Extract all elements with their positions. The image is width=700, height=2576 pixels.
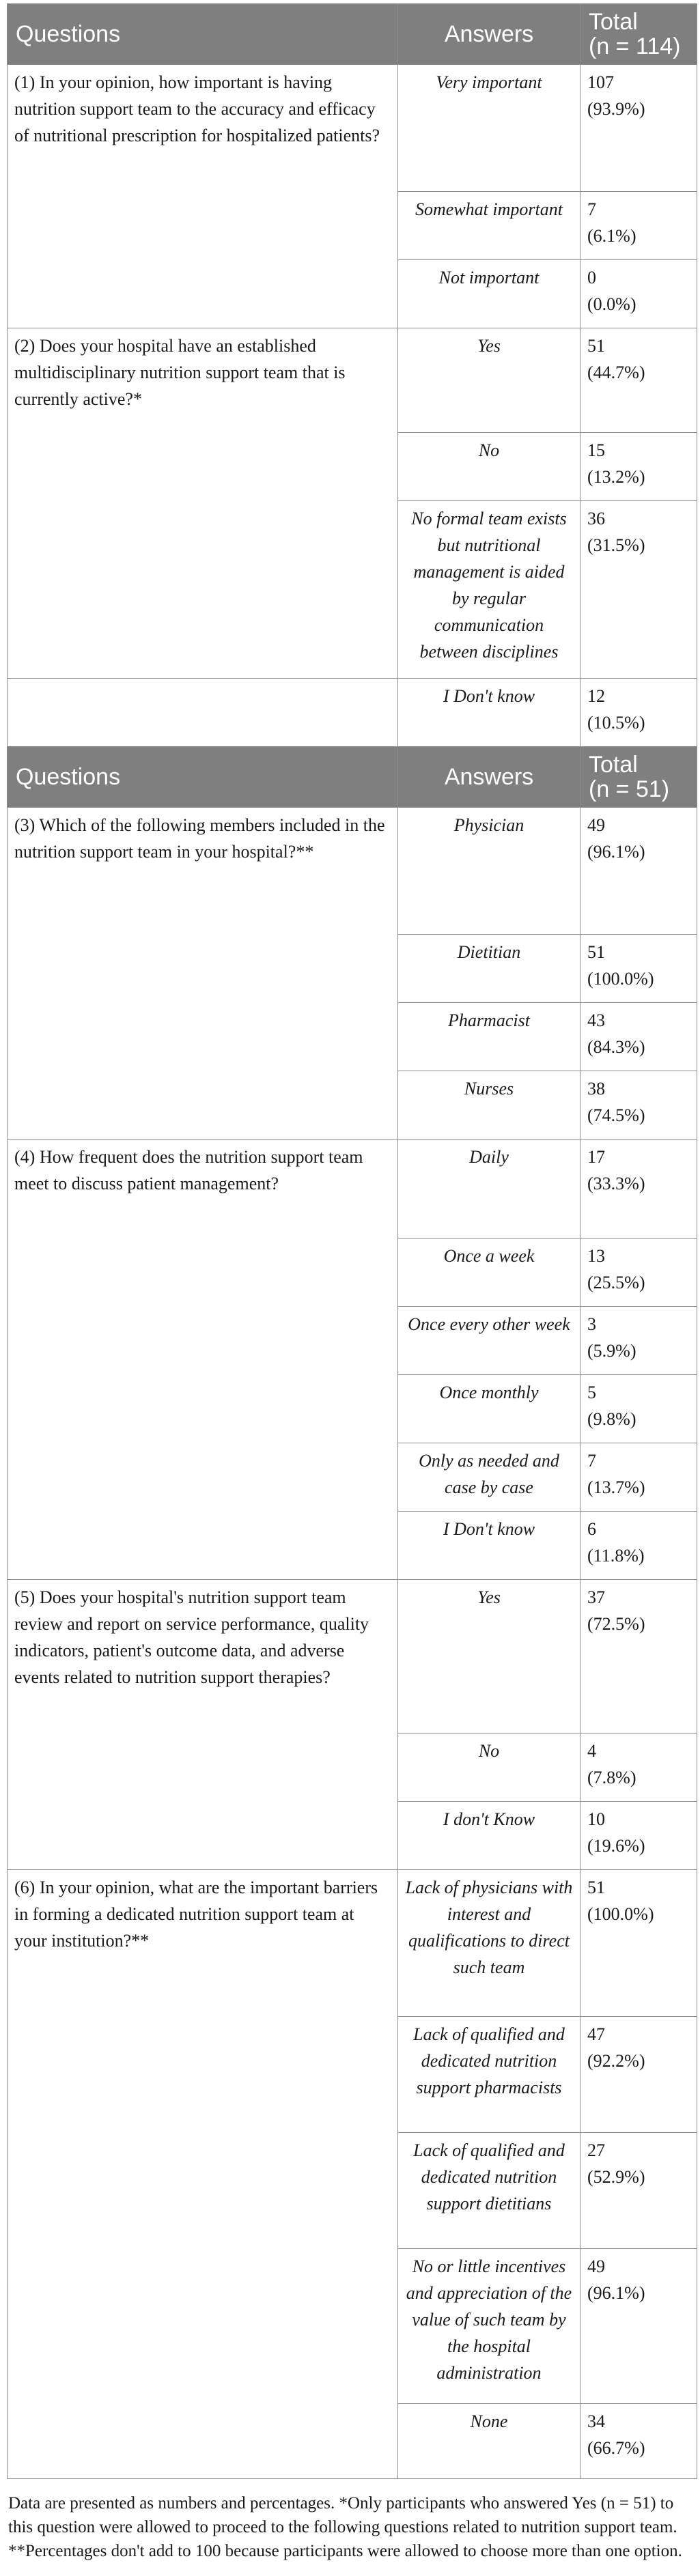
total-cell bbox=[580, 1003, 697, 1071]
section1-header-row bbox=[8, 4, 697, 65]
total-cell bbox=[580, 1307, 697, 1375]
count: 5 bbox=[587, 1383, 596, 1402]
table-row bbox=[8, 808, 697, 935]
percent: (72.5%) bbox=[587, 1614, 645, 1634]
total-cell bbox=[580, 1239, 697, 1307]
answer-cell: I don't Know bbox=[398, 1802, 580, 1870]
total-cell bbox=[580, 65, 697, 192]
answer-cell: No or little incentives and appreciation of the value of such team by the hospital administration bbox=[398, 2249, 580, 2404]
answer-cell: Physician bbox=[398, 808, 580, 935]
question-cell: (2) Does your hospital have an established multidisciplinary nutrition support team that is currently active?* bbox=[8, 328, 398, 679]
answer-cell: Lack of qualified and dedicated nutrition support dietitians bbox=[398, 2133, 580, 2249]
header-total-label: Total bbox=[589, 752, 638, 778]
table-row bbox=[8, 328, 697, 433]
answer-cell: Yes bbox=[398, 328, 580, 433]
total-cell bbox=[580, 1733, 697, 1802]
count: 51 bbox=[587, 1878, 605, 1897]
total-cell bbox=[580, 1870, 697, 2017]
section2-header-row bbox=[8, 747, 697, 808]
count: 47 bbox=[587, 2024, 605, 2044]
table-footnote: Data are presented as numbers and percentages. *Only participants who answered Yes (n = 51) to this question were allowed to proceed to the following questions related to nutrition support team. **Percentages don't add to 100 because participants were allowed to choose more than one option. bbox=[8, 2494, 682, 2560]
header-total-n: (n = 51) bbox=[589, 776, 670, 802]
table-row bbox=[8, 1140, 697, 1239]
table-container bbox=[7, 3, 697, 2563]
count: 7 bbox=[587, 199, 596, 219]
percent: (6.1%) bbox=[587, 226, 636, 246]
percent: (13.2%) bbox=[587, 467, 645, 487]
table-row bbox=[8, 679, 697, 747]
count: 37 bbox=[587, 1587, 605, 1607]
total-cell bbox=[580, 1580, 697, 1733]
count: 38 bbox=[587, 1079, 605, 1099]
answer-cell: Lack of qualified and dedicated nutrition support pharmacists bbox=[398, 2017, 580, 2133]
count: 51 bbox=[587, 942, 605, 962]
answer-cell: Daily bbox=[398, 1140, 580, 1239]
answer-cell: None bbox=[398, 2404, 580, 2479]
total-cell bbox=[580, 1802, 697, 1870]
count: 0 bbox=[587, 268, 596, 287]
total-cell bbox=[580, 2404, 697, 2479]
answer-cell: Very important bbox=[398, 65, 580, 192]
percent: (52.9%) bbox=[587, 2167, 645, 2187]
total-cell bbox=[580, 1443, 697, 1512]
header-questions: Questions bbox=[8, 4, 398, 65]
question-cell: (5) Does your hospital's nutrition support team review and report on service performance, quality indicators, patient's outcome data, and adverse events related to nutrition support therapies? bbox=[8, 1580, 398, 1870]
percent: (5.9%) bbox=[587, 1341, 636, 1361]
answer-cell: I Don't know bbox=[398, 1512, 580, 1580]
header-answers: Answers bbox=[398, 4, 580, 65]
count: 49 bbox=[587, 815, 605, 835]
percent: (44.7%) bbox=[587, 363, 645, 382]
count: 49 bbox=[587, 2256, 605, 2276]
question-cell: (1) In your opinion, how important is having nutrition support team to the accuracy and efficacy of nutritional prescription for hospitalized patients? bbox=[8, 65, 398, 328]
count: 17 bbox=[587, 1147, 605, 1167]
answer-cell: Once a week bbox=[398, 1239, 580, 1307]
total-cell bbox=[580, 2133, 697, 2249]
count: 107 bbox=[587, 72, 614, 92]
answer-cell: No formal team exists but nutritional management is aided by regular communication between disciplines bbox=[398, 501, 580, 679]
total-cell bbox=[580, 433, 697, 501]
percent: (7.8%) bbox=[587, 1768, 636, 1787]
header-questions: Questions bbox=[8, 747, 398, 808]
header-total bbox=[580, 747, 697, 808]
total-cell bbox=[580, 1140, 697, 1239]
percent: (100.0%) bbox=[587, 969, 654, 989]
count: 27 bbox=[587, 2140, 605, 2160]
count: 7 bbox=[587, 1451, 596, 1471]
count: 12 bbox=[587, 686, 605, 706]
total-cell bbox=[580, 260, 697, 328]
percent: (31.5%) bbox=[587, 535, 645, 555]
percent: (96.1%) bbox=[587, 842, 645, 862]
percent: (9.8%) bbox=[587, 1409, 636, 1429]
count: 3 bbox=[587, 1314, 596, 1334]
header-total-n: (n = 114) bbox=[589, 33, 681, 59]
count: 51 bbox=[587, 336, 605, 356]
total-cell bbox=[580, 1375, 697, 1443]
total-cell bbox=[580, 2017, 697, 2133]
question-cell: (6) In your opinion, what are the important barriers in forming a dedicated nutrition support team at your institution?** bbox=[8, 1870, 398, 2479]
survey-table bbox=[7, 3, 697, 2479]
total-cell bbox=[580, 192, 697, 260]
answer-cell: Pharmacist bbox=[398, 1003, 580, 1071]
percent: (0.0%) bbox=[587, 294, 636, 314]
total-cell bbox=[580, 2249, 697, 2404]
answer-cell: Somewhat important bbox=[398, 192, 580, 260]
percent: (92.2%) bbox=[587, 2051, 645, 2071]
percent: (93.9%) bbox=[587, 99, 645, 119]
answer-cell: Once monthly bbox=[398, 1375, 580, 1443]
header-total-label: Total bbox=[589, 9, 638, 35]
total-cell bbox=[580, 501, 697, 679]
answer-cell: Nurses bbox=[398, 1071, 580, 1140]
percent: (11.8%) bbox=[587, 1546, 645, 1566]
percent: (66.7%) bbox=[587, 2438, 645, 2458]
answer-cell: Yes bbox=[398, 1580, 580, 1733]
count: 10 bbox=[587, 1809, 605, 1829]
answer-cell: Dietitian bbox=[398, 935, 580, 1003]
percent: (13.7%) bbox=[587, 1477, 645, 1497]
table-row bbox=[8, 1580, 697, 1733]
empty-question-cell bbox=[8, 679, 398, 747]
total-cell bbox=[580, 679, 697, 747]
count: 15 bbox=[587, 440, 605, 460]
answer-cell: Lack of physicians with interest and qualifications to direct such team bbox=[398, 1870, 580, 2017]
percent: (74.5%) bbox=[587, 1105, 645, 1125]
table-row bbox=[8, 1870, 697, 2017]
total-cell bbox=[580, 808, 697, 935]
total-cell bbox=[580, 328, 697, 433]
answer-cell: Not important bbox=[398, 260, 580, 328]
percent: (19.6%) bbox=[587, 1836, 645, 1856]
answer-cell: Only as needed and case by case bbox=[398, 1443, 580, 1512]
percent: (25.5%) bbox=[587, 1273, 645, 1292]
percent: (84.3%) bbox=[587, 1037, 645, 1057]
total-cell bbox=[580, 1512, 697, 1580]
percent: (96.1%) bbox=[587, 2283, 645, 2303]
total-cell bbox=[580, 935, 697, 1003]
header-answers: Answers bbox=[398, 747, 580, 808]
answer-cell: Once every other week bbox=[398, 1307, 580, 1375]
question-cell: (4) How frequent does the nutrition support team meet to discuss patient management? bbox=[8, 1140, 398, 1580]
count: 36 bbox=[587, 509, 605, 528]
count: 6 bbox=[587, 1519, 596, 1539]
total-cell bbox=[580, 1071, 697, 1140]
count: 4 bbox=[587, 1741, 596, 1761]
percent: (33.3%) bbox=[587, 1174, 645, 1193]
answer-cell: No bbox=[398, 433, 580, 501]
answer-cell: I Don't know bbox=[398, 679, 580, 747]
header-total bbox=[580, 4, 697, 65]
count: 34 bbox=[587, 2411, 605, 2431]
table-row bbox=[8, 65, 697, 192]
question-cell: (3) Which of the following members included in the nutrition support team in your hospital?** bbox=[8, 808, 398, 1140]
count: 13 bbox=[587, 1246, 605, 1266]
answer-cell: No bbox=[398, 1733, 580, 1802]
percent: (10.5%) bbox=[587, 713, 645, 733]
percent: (100.0%) bbox=[587, 1904, 654, 1924]
count: 43 bbox=[587, 1010, 605, 1030]
